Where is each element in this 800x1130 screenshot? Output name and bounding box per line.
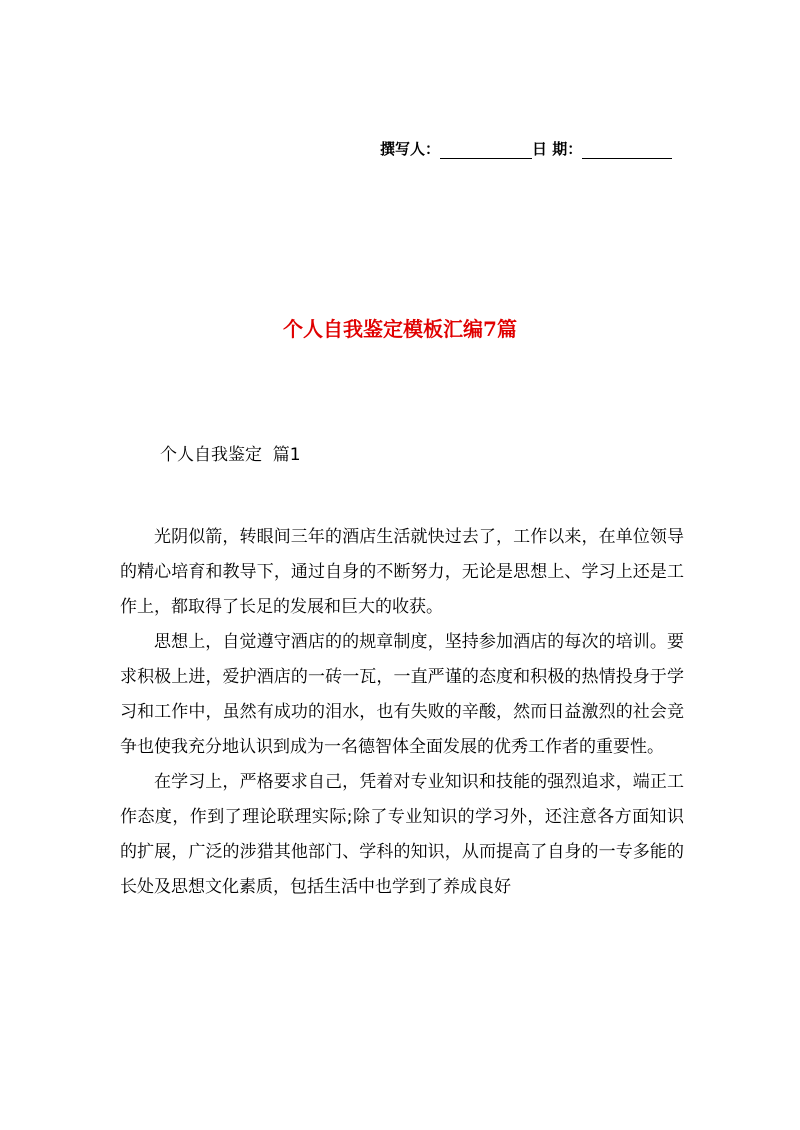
document-header — [380, 138, 710, 159]
paragraph-3: 在学习上，严格要求自己，凭着对专业知识和技能的强烈追求，端正工作态度，作到了理论联理实际;除了专业知识的学习外，还注意各方面知识的扩展，广泛的涉猎其他部门、学科的知识，从而提高了自身的一专多能的长处及思想文化素质，包括生活中也学到了养成良好 — [120, 772, 684, 897]
paragraph-1: 光阴似箭，转眼间三年的酒店生活就快过去了，工作以来，在单位领导的精心培育和教导下，通过自身的不断努力，无论是思想上、学习上还是工作上，都取得了长足的发展和巨大的收获。 — [120, 527, 684, 617]
date-label: 日 期： — [532, 140, 583, 158]
author-blank-line — [440, 143, 532, 159]
paragraph-2: 思想上，自觉遵守酒店的的规章制度，坚持参加酒店的每次的培训。要求积极上进，爱护酒店的一砖一瓦，一直严谨的态度和积极的热情投身于学习和工作中，虽然有成功的泪水，也有失败的辛酸，然而日益激烈的社会竞争也使我充分地认识到成为一名德智体全面发展的优秀工作者的重要性。 — [120, 632, 684, 757]
body-text — [120, 520, 684, 905]
section-heading: 个人自我鉴定 篇1 — [160, 445, 301, 465]
date-blank-line — [582, 143, 672, 159]
author-label: 撰写人： — [380, 140, 441, 158]
document-title: 个人自我鉴定模板汇编7篇 — [283, 317, 517, 341]
